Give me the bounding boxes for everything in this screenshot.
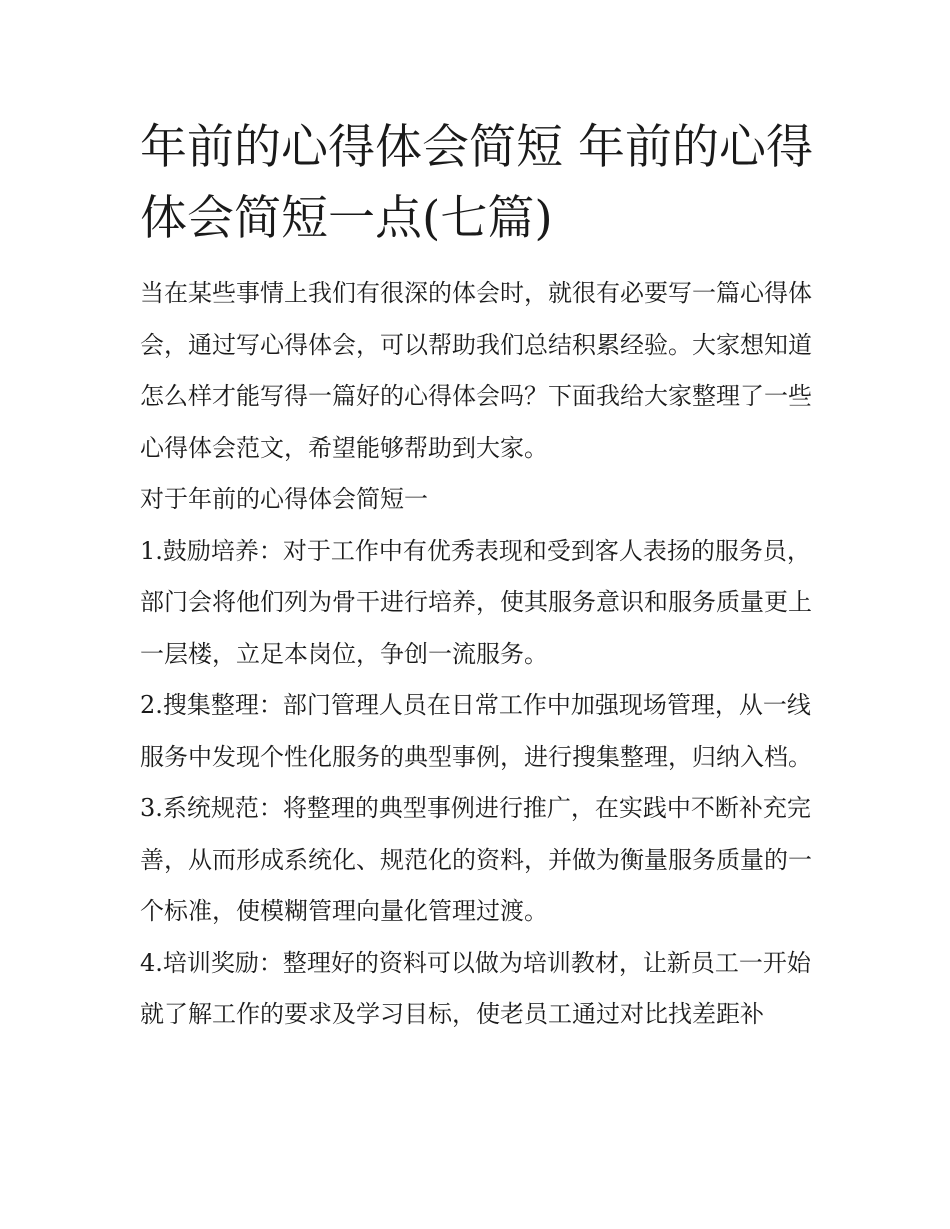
list-item-3: 3.系统规范：将整理的典型事例进行推广，在实践中不断补充完善，从而形成系统化、规范化的资料，并做为衡量服务质量的一个标准，使模糊管理向量化管理过渡。 [140,794,812,925]
document-page [140,112,815,1041]
list-item-1: 1.鼓励培养：对于工作中有优秀表现和受到客人表扬的服务员，部门会将他们列为骨干进行培养，使其服务意识和服务质量更上一层楼，立足本岗位，争创一流服务。 [140,536,812,668]
document-body [140,268,815,1041]
section-heading: 对于年前的心得体会简短一 [140,485,428,513]
list-item-2: 2.搜集整理：部门管理人员在日常工作中加强现场管理，从一线服务中发现个性化服务的典型事例，进行搜集整理，归纳入档。 [140,691,812,771]
list-item-4: 4.培训奖励：整理好的资料可以做为培训教材，让新员工一开始就了解工作的要求及学习目标，使老员工通过对比找差距补 [140,948,811,1028]
intro-paragraph: 当在某些事情上我们有很深的体会时，就很有必要写一篇心得体会，通过写心得体会，可以帮助我们总结积累经验。大家想知道怎么样才能写得一篇好的心得体会吗？下面我给大家整理了一些心得体会范文，希望能够帮助到大家。 [140,279,812,462]
document-title: 年前的心得体会简短 年前的心得体会简短一点(七篇) [140,120,813,246]
